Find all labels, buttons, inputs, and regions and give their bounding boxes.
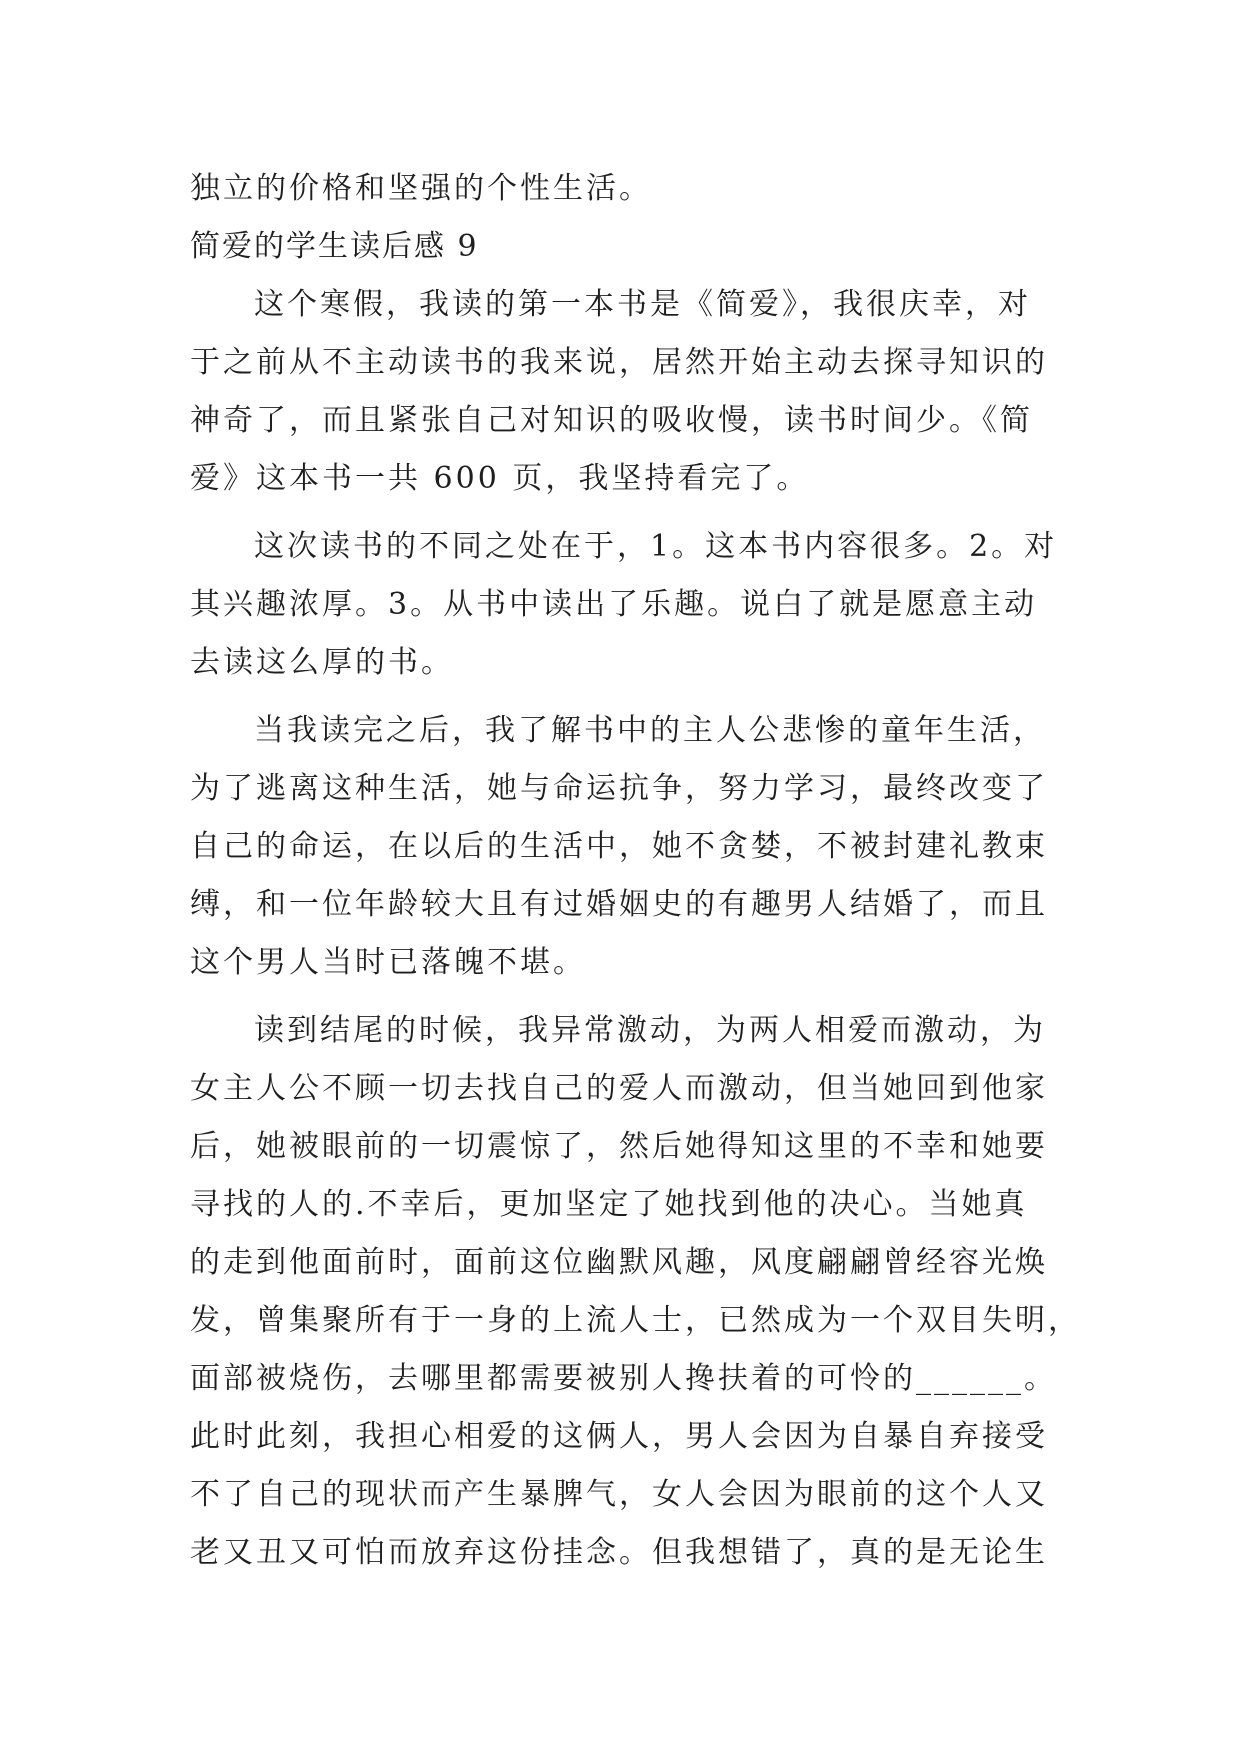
document-body <box>190 160 1081 1582</box>
paragraph-line: 面部被烧伤，去哪里都需要被别人搀扶着的可怜的______。 <box>190 1361 1057 1396</box>
paragraph-1 <box>190 276 1070 508</box>
paragraph-4 <box>190 1002 1081 1582</box>
paragraph-line: 不了自己的现状而产生暴脾气，女人会因为眼前的这个人又 <box>190 1477 1048 1512</box>
paragraph-line: 女主人公不顾一切去找自己的爱人而激动，但当她回到他家 <box>190 1071 1048 1106</box>
paragraph-line: 这个寒假，我读的第一本书是《简爱》，我很庆幸，对 <box>254 287 1031 322</box>
paragraph-line: 神奇了，而且紧张自己对知识的吸收慢，读书时间少。《简 <box>190 403 1033 438</box>
paragraph-line: 此时此刻，我担心相爱的这俩人，男人会因为自暴自弃接受 <box>190 1419 1048 1454</box>
continuation-line: 独立的价格和坚强的个性生活。 <box>190 171 652 206</box>
paragraph-line: 其兴趣浓厚。3。从书中读出了乐趣。说白了就是愿意主动 <box>190 587 1038 622</box>
paragraph-line: 当我读完之后，我了解书中的主人公悲惨的童年生活， <box>254 713 1046 748</box>
paragraph-line: 这个男人当时已落魄不堪。 <box>190 945 586 980</box>
paragraph-line: 寻找的人的.不幸后，更加坚定了她找到他的决心。当她真 <box>190 1187 1028 1222</box>
paragraph-line: 缚，和一位年龄较大且有过婚姻史的有趣男人结婚了，而且 <box>190 887 1048 922</box>
paragraph-2 <box>190 518 1070 692</box>
section-title: 简爱的学生读后感 9 <box>190 229 479 264</box>
paragraph-line: 读到结尾的时候，我异常激动，为两人相爱而激动，为 <box>254 1013 1046 1048</box>
paragraph-line: 这次读书的不同之处在于，1。这本书内容很多。2。对 <box>254 529 1058 564</box>
paragraph-line: 发，曾集聚所有于一身的上流人士，已然成为一个双目失明， <box>190 1303 1081 1338</box>
paragraph-line: 去读这么厚的书。 <box>190 645 454 680</box>
paragraph-line: 为了逃离这种生活，她与命运抗争，努力学习，最终改变了 <box>190 771 1048 806</box>
paragraph-line: 自己的命运，在以后的生活中，她不贪婪，不被封建礼教束 <box>190 829 1048 864</box>
paragraph-line: 的走到他面前时，面前这位幽默风趣，风度翩翩曾经容光焕 <box>190 1245 1048 1280</box>
paragraph-line: 爱》这本书一共 600 页，我坚持看完了。 <box>190 461 810 496</box>
paragraph-line: 老又丑又可怕而放弃这份挂念。但我想错了，真的是无论生 <box>190 1535 1048 1570</box>
paragraph-line: 后，她被眼前的一切震惊了，然后她得知这里的不幸和她要 <box>190 1129 1048 1164</box>
paragraph-3 <box>190 702 1070 992</box>
paragraph-line: 于之前从不主动读书的我来说，居然开始主动去探寻知识的 <box>190 345 1048 380</box>
